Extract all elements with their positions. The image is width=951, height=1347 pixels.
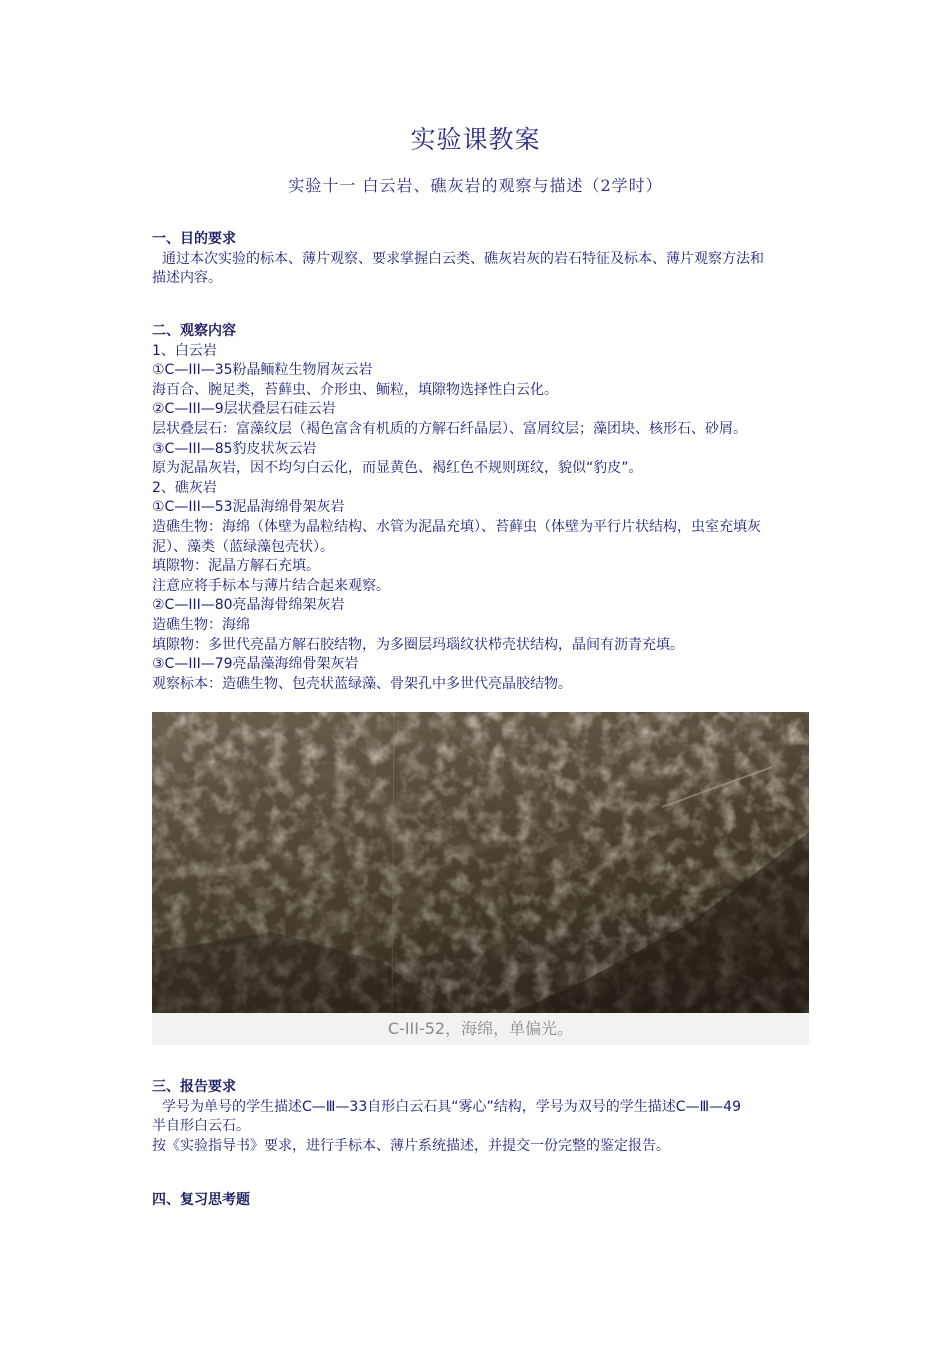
sample-description: 造礁生物：海绵（体壁为晶粒结构、水管为泥晶充填）、苔藓虫（体壁为平行片状结构，虫室充填灰 [152,518,761,535]
subsection-heading: 2、礁灰岩 [152,479,217,496]
sample-description: 层状叠层石：富藻纹层（褐色富含有机质的方解石纤晶层）、富屑纹层；藻团块、核形石、砂屑。 [152,420,747,437]
sample-description: 填隙物：多世代亮晶方解石胶结物，为多圈层玛瑙纹状栉壳状结构，晶间有沥青充填。 [152,636,684,653]
section-review-questions [152,1191,812,1211]
section-report-requirements [152,1078,812,1156]
sample-title: ③C—III—85豹皮状灰云岩 [152,440,317,457]
paragraph-line: 半自形白云石。 [152,1118,250,1135]
document-title: 实验课教案 [410,125,541,154]
sample-title: ①C—III—53泥晶海绵骨架灰岩 [152,499,345,516]
sample-description: 原为泥晶灰岩，因不均匀白云化，而显黄色、褐红色不规则斑纹，貌似“豹皮”。 [152,460,643,477]
sample-description: 填隙物：泥晶方解石充填。 [152,558,320,575]
paragraph-line: 通过本次实验的标本、薄片观察、要求掌握白云类、礁灰岩灰的岩石特征及标本、薄片观察方法和 [162,250,764,267]
sample-description: 泥）、藻类（蓝绿藻包壳状）。 [152,538,334,555]
section-heading: 二、观察内容 [152,323,236,339]
paragraph-line: 描述内容。 [152,270,222,287]
section-heading: 三、报告要求 [152,1079,236,1095]
section-objectives [152,230,812,289]
document-subtitle: 实验十一 白云岩、礁灰岩的观察与描述（2学时） [288,176,663,195]
note-text: 注意应将手标本与薄片结合起来观察。 [152,577,390,594]
sample-description: 海百合、腕足类，苔藓虫、介形虫、鲕粒，填隙物选择性白云化。 [152,381,558,398]
sample-description: 造礁生物：海绵 [152,616,250,633]
paragraph-line: 学号为单号的学生描述C—Ⅲ—33自形白云石具“雾心”结构，学号为双号的学生描述C—Ⅲ—49 [162,1098,741,1115]
section-heading: 四、复习思考题 [152,1192,250,1208]
sample-title: ③C—III—79亮晶藻海绵骨架灰岩 [152,656,359,673]
sample-description: 观察标本：造礁生物、包壳状蓝绿藻、骨架孔中多世代亮晶胶结物。 [152,675,572,692]
sample-title: ②C—III—9层状叠层石硅云岩 [152,401,336,418]
section-heading: 一、目的要求 [152,231,236,247]
thin-section-photo [152,712,809,1013]
sample-title: ②C—III—80亮晶海骨绵架灰岩 [152,597,345,614]
thin-section-figure [152,712,809,1045]
sample-title: ①C—III—35粉晶鲕粒生物屑灰云岩 [152,362,373,379]
subsection-heading: 1、白云岩 [152,342,217,359]
section-observation [152,322,812,694]
figure-caption: C-III-52，海绵，单偏光。 [152,1013,809,1045]
paragraph-line: 按《实验指导书》要求，进行手标本、薄片系统描述，并提交一份完整的鉴定报告。 [152,1137,670,1154]
